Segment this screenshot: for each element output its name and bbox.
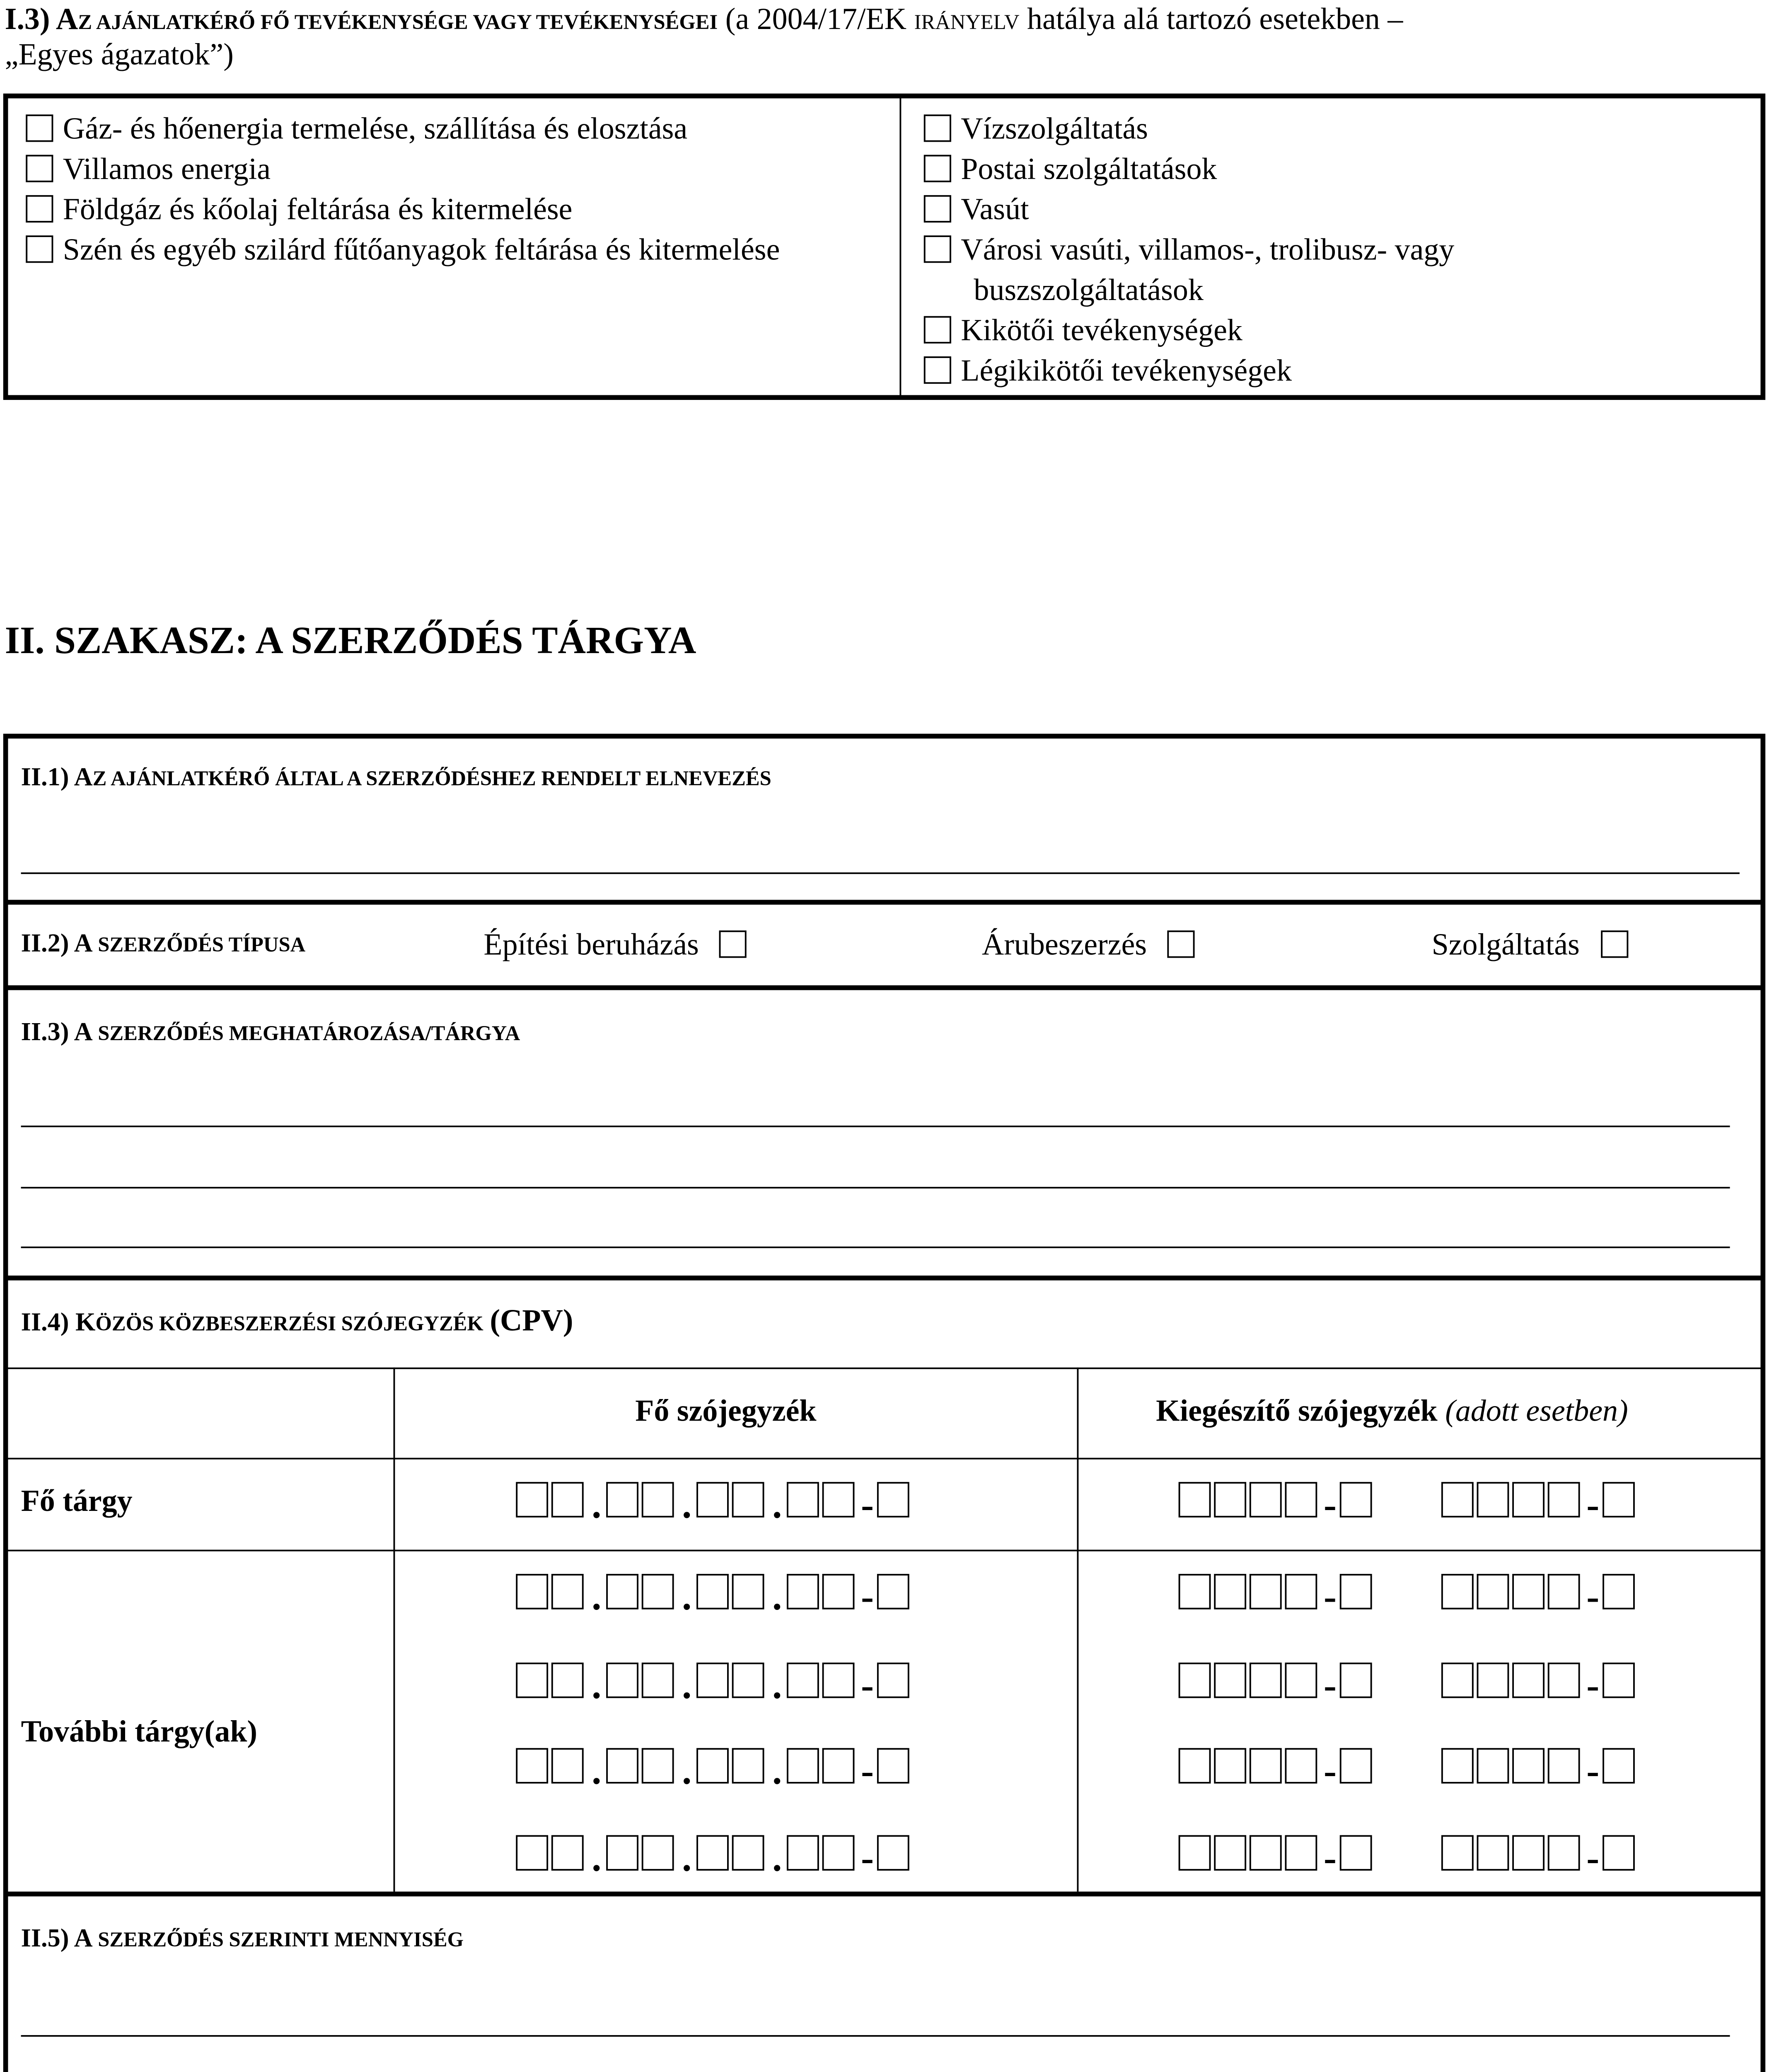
code-digit-box[interactable] (606, 1748, 638, 1784)
code-digit-box[interactable] (1214, 1482, 1246, 1518)
code-digit-box[interactable] (732, 1835, 764, 1871)
code-digit-box[interactable] (1603, 1748, 1635, 1784)
code-digit-box[interactable] (732, 1574, 764, 1610)
code-digit-box[interactable] (606, 1482, 638, 1518)
row-further-objects: További tárgy(ak) (21, 1716, 257, 1750)
checkbox[interactable] (924, 195, 951, 223)
code-digit-box[interactable] (822, 1748, 855, 1784)
code-digit-box[interactable] (606, 1835, 638, 1871)
supplementary-cpv-code[interactable] (1179, 1663, 1375, 1708)
checkbox[interactable] (924, 316, 951, 344)
code-separator: - (861, 1838, 874, 1881)
ii3-input-line[interactable] (21, 1187, 1730, 1188)
code-separator: - (1586, 1485, 1600, 1527)
code-digit-box[interactable] (1340, 1748, 1372, 1784)
row-main-object: Fő tárgy (21, 1485, 133, 1519)
code-digit-box[interactable] (516, 1835, 548, 1871)
activity-item[interactable]: Vízszolgáltatás (924, 110, 1455, 150)
supplementary-cpv-code[interactable] (1441, 1663, 1638, 1708)
type-supplies-option[interactable]: Árubeszerzés (982, 926, 1204, 966)
code-digit-box[interactable] (1441, 1835, 1474, 1871)
code-digit-box[interactable] (1214, 1574, 1246, 1610)
divider (5, 985, 1764, 990)
code-digit-box[interactable] (1340, 1663, 1372, 1698)
checkbox[interactable] (1600, 930, 1627, 958)
code-digit-box[interactable] (787, 1482, 819, 1518)
cpv-row-divider (5, 1550, 1764, 1552)
activities-right-list (924, 110, 1455, 392)
code-digit-box[interactable] (1548, 1835, 1580, 1871)
code-digit-box[interactable] (1441, 1574, 1474, 1610)
activities-left-list (26, 110, 780, 271)
code-digit-box[interactable] (1250, 1835, 1282, 1871)
code-separator: - (861, 1665, 874, 1708)
code-separator: . (682, 1751, 692, 1794)
code-digit-box[interactable] (1548, 1663, 1580, 1698)
ii1-input-line[interactable] (21, 872, 1740, 874)
code-digit-box[interactable] (787, 1748, 819, 1784)
code-digit-box[interactable] (1477, 1574, 1509, 1610)
checkbox[interactable] (719, 930, 747, 958)
supplementary-cpv-code[interactable] (1179, 1574, 1375, 1619)
code-digit-box[interactable] (642, 1835, 674, 1871)
divider (5, 1276, 1764, 1280)
code-digit-box[interactable] (732, 1663, 764, 1698)
supplementary-cpv-code[interactable] (1179, 1835, 1375, 1881)
ii3-heading: II.3) A SZERZŐDÉS MEGHATÁROZÁSA/TÁRGYA (21, 1019, 520, 1047)
section-title: II. SZAKASZ: A SZERZŐDÉS TÁRGYA (5, 621, 696, 663)
code-digit-box[interactable] (1548, 1574, 1580, 1610)
code-separator: - (1323, 1485, 1337, 1527)
code-digit-box[interactable] (822, 1663, 855, 1698)
code-digit-box[interactable] (1603, 1663, 1635, 1698)
code-digit-box[interactable] (1441, 1482, 1474, 1518)
code-digit-box[interactable] (696, 1663, 729, 1698)
code-digit-box[interactable] (642, 1574, 674, 1610)
activity-item[interactable]: Légikikötői tevékenységek (924, 351, 1455, 392)
code-digit-box[interactable] (1477, 1835, 1509, 1871)
activity-item[interactable]: Postai szolgáltatások (924, 150, 1455, 190)
code-separator: . (772, 1577, 782, 1619)
code-digit-box[interactable] (1214, 1748, 1246, 1784)
code-digit-box[interactable] (1603, 1835, 1635, 1871)
divider (5, 1892, 1764, 1897)
code-digit-box[interactable] (877, 1663, 909, 1698)
code-digit-box[interactable] (1548, 1482, 1580, 1518)
code-digit-box[interactable] (642, 1663, 674, 1698)
supplementary-cpv-code[interactable] (1441, 1482, 1638, 1527)
section-i3-heading: I.3) AZ AJÁNLATKÉRŐ FŐ TEVÉKENYSÉGE VAGY TEVÉKENYSÉGEI (a 2004/17/EK IRÁNYELV hatálya alá tartozó esetekben – (5, 3, 1403, 37)
code-digit-box[interactable] (1477, 1748, 1509, 1784)
code-digit-box[interactable] (1477, 1482, 1509, 1518)
code-digit-box[interactable] (1179, 1482, 1211, 1518)
ii4-heading: II.4) KÖZÖS KÖZBESZERZÉSI SZÓJEGYZÉK (CPV) (21, 1305, 573, 1339)
main-cpv-code[interactable] (516, 1574, 912, 1619)
code-separator: - (1586, 1838, 1600, 1881)
code-digit-box[interactable] (1441, 1748, 1474, 1784)
code-digit-box[interactable] (1214, 1835, 1246, 1871)
cpv-table-top (5, 1368, 1764, 1369)
ii5-input-line[interactable] (21, 2035, 1730, 2037)
code-digit-box[interactable] (1179, 1835, 1211, 1871)
code-digit-box[interactable] (696, 1574, 729, 1610)
code-digit-box[interactable] (1285, 1835, 1317, 1871)
code-separator: . (772, 1485, 782, 1527)
supplementary-cpv-code[interactable] (1179, 1748, 1375, 1794)
supplementary-cpv-code[interactable] (1441, 1835, 1638, 1881)
code-separator: . (592, 1577, 602, 1619)
code-digit-box[interactable] (1340, 1835, 1372, 1871)
code-digit-box[interactable] (1179, 1663, 1211, 1698)
ii3-input-line[interactable] (21, 1247, 1730, 1248)
code-digit-box[interactable] (1214, 1663, 1246, 1698)
code-separator: - (1586, 1751, 1600, 1794)
code-digit-box[interactable] (877, 1835, 909, 1871)
code-separator: - (1323, 1838, 1337, 1881)
code-digit-box[interactable] (822, 1574, 855, 1610)
checkbox[interactable] (26, 235, 53, 263)
ii3-input-line[interactable] (21, 1126, 1730, 1127)
code-separator: . (772, 1838, 782, 1881)
section-i3-heading-line2: „Egyes ágazatok”) (5, 39, 234, 73)
code-digit-box[interactable] (1441, 1663, 1474, 1698)
code-separator: . (682, 1838, 692, 1881)
code-digit-box[interactable] (1512, 1482, 1545, 1518)
main-cpv-code[interactable] (516, 1482, 912, 1527)
code-digit-box[interactable] (696, 1835, 729, 1871)
divider (5, 900, 1764, 905)
code-digit-box[interactable] (1512, 1748, 1545, 1784)
ii2-heading: II.2) A SZERZŐDÉS TÍPUSA (21, 930, 306, 958)
checkbox[interactable] (924, 356, 951, 384)
col-main-vocab: Fő szójegyzék (635, 1395, 817, 1429)
ii5-heading: II.5) A SZERZŐDÉS SZERINTI MENNYISÉG (21, 1925, 464, 1953)
type-works-option[interactable]: Építési beruházás (483, 926, 757, 966)
main-cpv-code[interactable] (516, 1835, 912, 1881)
cpv-col-divider (1077, 1368, 1078, 1892)
type-services-option[interactable]: Szolgáltatás (1432, 926, 1637, 966)
code-separator: . (592, 1838, 602, 1881)
code-separator: . (592, 1751, 602, 1794)
code-digit-box[interactable] (1179, 1748, 1211, 1784)
code-digit-box[interactable] (1477, 1663, 1509, 1698)
code-digit-box[interactable] (1603, 1574, 1635, 1610)
code-digit-box[interactable] (787, 1574, 819, 1610)
code-digit-box[interactable] (551, 1482, 584, 1518)
code-separator: - (861, 1577, 874, 1619)
code-digit-box[interactable] (516, 1574, 548, 1610)
activity-item[interactable]: Vasút (924, 190, 1455, 230)
code-digit-box[interactable] (516, 1482, 548, 1518)
code-digit-box[interactable] (822, 1835, 855, 1871)
activity-item[interactable]: Gáz- és hőenergia termelése, szállítása és elosztása (26, 110, 780, 150)
activities-divider (899, 97, 901, 397)
main-cpv-code[interactable] (516, 1748, 912, 1794)
code-digit-box[interactable] (787, 1835, 819, 1871)
checkbox[interactable] (924, 155, 951, 182)
code-separator: - (861, 1751, 874, 1794)
code-digit-box[interactable] (551, 1663, 584, 1698)
supplementary-cpv-code[interactable] (1441, 1574, 1638, 1619)
code-digit-box[interactable] (1340, 1482, 1372, 1518)
code-digit-box[interactable] (642, 1748, 674, 1784)
code-separator: . (682, 1485, 692, 1527)
code-digit-box[interactable] (1512, 1574, 1545, 1610)
activity-item[interactable]: Villamos energia (26, 150, 780, 190)
code-digit-box[interactable] (516, 1748, 548, 1784)
code-separator: . (592, 1665, 602, 1708)
code-digit-box[interactable] (1285, 1482, 1317, 1518)
code-separator: - (861, 1485, 874, 1527)
code-separator: - (1586, 1577, 1600, 1619)
code-digit-box[interactable] (787, 1663, 819, 1698)
code-separator: . (682, 1577, 692, 1619)
activity-item[interactable]: Kikötői tevékenységek (924, 311, 1455, 351)
activity-item[interactable]: Földgáz és kőolaj feltárása és kitermelése (26, 190, 780, 230)
code-digit-box[interactable] (1250, 1748, 1282, 1784)
code-digit-box[interactable] (1285, 1574, 1317, 1610)
col-supp-vocab: Kiegészítő szójegyzék (adott esetben) (1156, 1395, 1628, 1429)
code-digit-box[interactable] (1285, 1663, 1317, 1698)
code-digit-box[interactable] (1250, 1574, 1282, 1610)
code-digit-box[interactable] (1512, 1835, 1545, 1871)
code-separator: - (1323, 1751, 1337, 1794)
code-digit-box[interactable] (696, 1482, 729, 1518)
code-separator: . (772, 1665, 782, 1708)
code-digit-box[interactable] (606, 1574, 638, 1610)
code-digit-box[interactable] (1603, 1482, 1635, 1518)
code-separator: - (1586, 1665, 1600, 1708)
checkbox[interactable] (924, 114, 951, 142)
code-digit-box[interactable] (551, 1574, 584, 1610)
checkbox[interactable] (26, 155, 53, 182)
checkbox[interactable] (1168, 930, 1195, 958)
cpv-row-divider (5, 1458, 1764, 1460)
checkbox[interactable] (924, 235, 951, 263)
ii1-heading: II.1) AZ AJÁNLATKÉRŐ ÁLTAL A SZERZŐDÉSHEZ RENDELT ELNEVEZÉS (21, 764, 771, 792)
activity-item[interactable]: Szén és egyéb szilárd fűtőanyagok feltárása és kitermelése (26, 230, 780, 271)
code-digit-box[interactable] (877, 1482, 909, 1518)
code-digit-box[interactable] (1340, 1574, 1372, 1610)
activity-item-continuation: buszszolgáltatások (974, 274, 1204, 308)
checkbox[interactable] (26, 114, 53, 142)
code-separator: . (592, 1485, 602, 1527)
code-separator: . (682, 1665, 692, 1708)
code-digit-box[interactable] (877, 1574, 909, 1610)
code-digit-box[interactable] (1285, 1748, 1317, 1784)
cpv-col-divider (394, 1368, 395, 1892)
activity-item[interactable]: Városi vasúti, villamos-, trolibusz- vagy (924, 230, 1455, 271)
main-cpv-code[interactable] (516, 1663, 912, 1708)
code-digit-box[interactable] (551, 1835, 584, 1871)
supplementary-cpv-code[interactable] (1179, 1482, 1375, 1527)
code-separator: . (772, 1751, 782, 1794)
code-digit-box[interactable] (732, 1748, 764, 1784)
supplementary-cpv-code[interactable] (1441, 1748, 1638, 1794)
checkbox[interactable] (26, 195, 53, 223)
code-digit-box[interactable] (877, 1748, 909, 1784)
code-digit-box[interactable] (1250, 1482, 1282, 1518)
code-digit-box[interactable] (1548, 1748, 1580, 1784)
code-digit-box[interactable] (822, 1482, 855, 1518)
code-separator: - (1323, 1665, 1337, 1708)
code-digit-box[interactable] (516, 1663, 548, 1698)
code-digit-box[interactable] (1179, 1574, 1211, 1610)
code-digit-box[interactable] (606, 1663, 638, 1698)
code-digit-box[interactable] (1512, 1663, 1545, 1698)
code-separator: - (1323, 1577, 1337, 1619)
code-digit-box[interactable] (1250, 1663, 1282, 1698)
code-digit-box[interactable] (551, 1748, 584, 1784)
code-digit-box[interactable] (732, 1482, 764, 1518)
code-digit-box[interactable] (642, 1482, 674, 1518)
code-digit-box[interactable] (696, 1748, 729, 1784)
